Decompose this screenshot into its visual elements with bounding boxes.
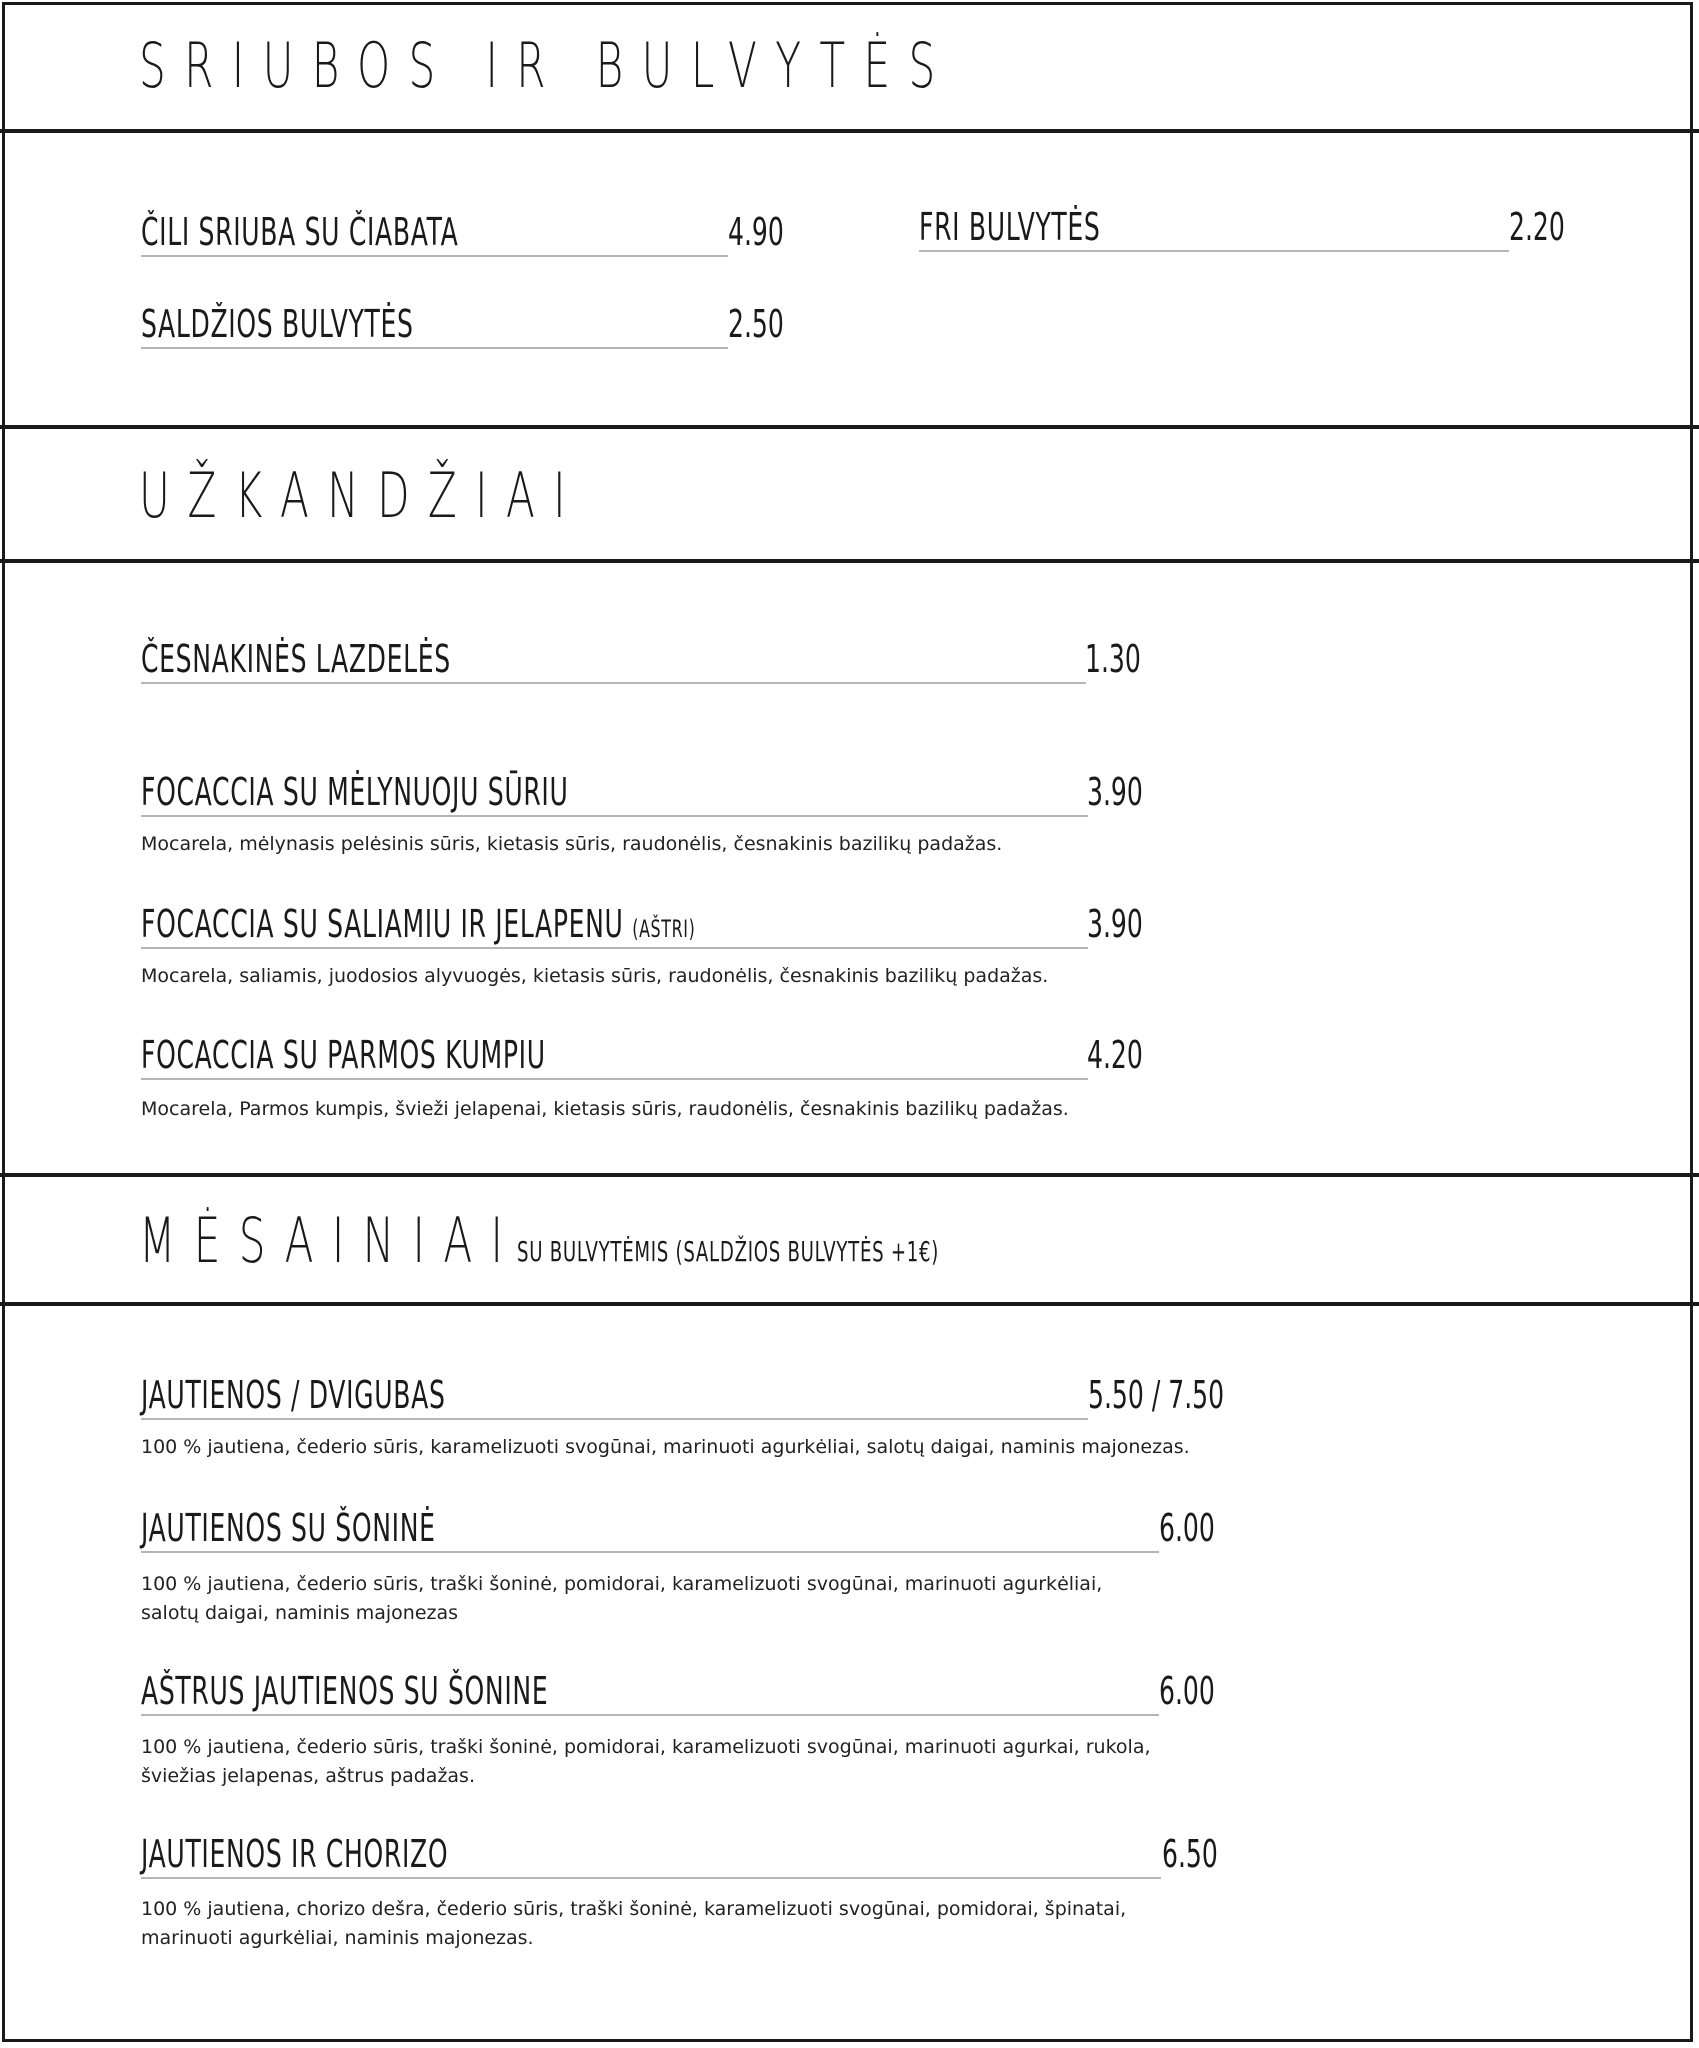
item-description-line: 100 % jautiena, čederio sūris, traški šoninė, pomidorai, karamelizuoti svogūnai, marinuoti agurkai, rukola, — [141, 1736, 1151, 1758]
item-name — [141, 902, 696, 946]
section-title-starters: UŽKANDŽIAI — [139, 459, 584, 532]
item-price: 4.20 — [1087, 1033, 1143, 1077]
item-underline — [141, 1714, 1159, 1716]
item-name: FRI BULVYTĖS — [919, 205, 1101, 249]
item-price: 1.30 — [1085, 637, 1141, 681]
item-price: 3.90 — [1087, 770, 1143, 814]
item-underline — [141, 1078, 1088, 1080]
divider — [0, 1302, 1699, 1306]
item-underline — [141, 682, 1086, 684]
section-title-soups: SRIUBOS IR BULVYTĖS — [139, 29, 954, 102]
menu-item — [141, 1654, 1241, 1716]
item-underline — [141, 1551, 1159, 1553]
spicy-tag: (AŠTRI) — [632, 915, 696, 943]
menu-item — [141, 1018, 1141, 1080]
item-name: ČESNAKINĖS LAZDELĖS — [141, 637, 451, 681]
menu-item — [141, 755, 1141, 817]
item-name-text: FOCACCIA SU SALIAMIU IR JELAPENU — [141, 902, 624, 946]
item-price: 6.00 — [1159, 1669, 1215, 1713]
item-price: 4.90 — [728, 210, 784, 254]
item-underline — [141, 1418, 1088, 1420]
item-name: JAUTIENOS SU ŠONINĖ — [141, 1506, 436, 1550]
menu-item — [141, 622, 1141, 684]
item-name: JAUTIENOS / DVIGUBAS — [141, 1373, 446, 1417]
item-description — [141, 1895, 1126, 1953]
item-price: 2.50 — [728, 302, 784, 346]
item-description — [141, 1733, 1151, 1791]
item-underline — [919, 250, 1509, 252]
item-description-line: šviežias jelapenas, aštrus padažas. — [141, 1765, 475, 1787]
section-subtitle-burgers: SU BULVYTĖMIS (SALDŽIOS BULVYTĖS +1€) — [517, 1235, 940, 1268]
item-price: 2.20 — [1509, 205, 1565, 249]
menu-item — [141, 1358, 1241, 1420]
item-description-line: salotų daigai, naminis majonezas — [141, 1602, 459, 1624]
item-price: 5.50 / 7.50 — [1088, 1373, 1225, 1417]
item-name: JAUTIENOS IR CHORIZO — [141, 1832, 449, 1876]
item-name: FOCACCIA SU PARMOS KUMPIU — [141, 1033, 546, 1077]
menu-item — [919, 190, 1569, 252]
item-underline — [141, 947, 1088, 949]
item-description-line: 100 % jautiena, chorizo dešra, čederio sūris, traški šoninė, karamelizuoti svogūnai, pomidorai, špinatai, — [141, 1898, 1127, 1920]
item-description: Mocarela, saliamis, juodosios alyvuogės, kietasis sūris, raudonėlis, česnakinis bazilikų padažas. — [141, 965, 1049, 987]
item-description: Mocarela, mėlynasis pelėsinis sūris, kietasis sūris, raudonėlis, česnakinis bazilikų padažas. — [141, 833, 1003, 855]
item-underline — [141, 1877, 1161, 1879]
menu-item — [141, 287, 784, 349]
item-price: 3.90 — [1087, 902, 1143, 946]
menu-item — [141, 887, 1141, 949]
divider — [0, 1173, 1699, 1177]
item-description-line: 100 % jautiena, čederio sūris, traški šoninė, pomidorai, karamelizuoti svogūnai, marinuoti agurkėliai, — [141, 1573, 1103, 1595]
item-underline — [141, 255, 728, 257]
item-name: FOCACCIA SU MĖLYNUOJU SŪRIU — [141, 770, 569, 814]
item-underline — [141, 347, 728, 349]
item-description-line: marinuoti agurkėliai, naminis majonezas. — [141, 1927, 534, 1949]
item-name: AŠTRUS JAUTIENOS SU ŠONINE — [141, 1669, 549, 1713]
item-price: 6.50 — [1162, 1832, 1218, 1876]
menu-item — [141, 195, 784, 257]
item-price: 6.00 — [1159, 1506, 1215, 1550]
menu-item — [141, 1817, 1241, 1879]
item-name: SALDŽIOS BULVYTĖS — [141, 302, 414, 346]
divider — [0, 129, 1699, 133]
section-title-burgers: MĖSAINIAI — [139, 1204, 522, 1277]
item-name: ČILI SRIUBA SU ČIABATA — [141, 210, 459, 254]
item-description: 100 % jautiena, čederio sūris, karamelizuoti svogūnai, marinuoti agurkėliai, salotų daigai, naminis majonezas. — [141, 1436, 1190, 1458]
item-description — [141, 1570, 1102, 1628]
menu-item — [141, 1491, 1241, 1553]
item-underline — [141, 815, 1088, 817]
divider — [0, 559, 1699, 563]
item-description: Mocarela, Parmos kumpis, švieži jelapenai, kietasis sūris, raudonėlis, česnakinis bazilikų padažas. — [141, 1098, 1069, 1120]
divider — [0, 425, 1699, 429]
